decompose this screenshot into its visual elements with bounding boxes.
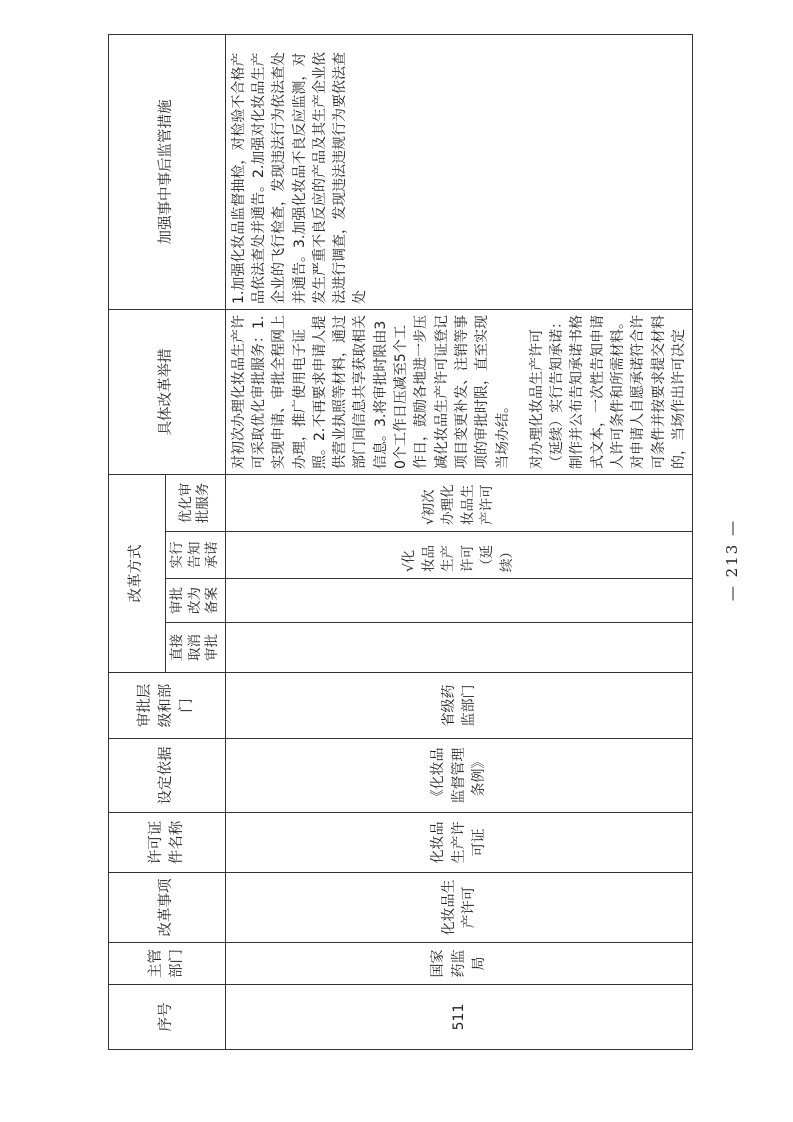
rotated-table-frame (108, 35, 687, 1050)
paragraph-gap (513, 315, 527, 469)
cell-basis: 《化妆品监督管理条例》 (225, 739, 693, 813)
cell-mode-optimize: √初次办理化妆品生产许可 (225, 475, 693, 532)
cell-license: 化妆品生产许可证 (225, 813, 693, 873)
header-mode-filing: 审批改为备案 (166, 579, 226, 623)
measures-paragraph-2: 对办理化妆品生产许可（延续）实行告知承诺：制作并公布告知承诺书格式文本，一次性告知申请人许可条件和所需材料。对申请人自愿承诺符合许可条件并按要求提交材料的，当场作出许可决定 (528, 315, 687, 469)
header-mode-notify: 实行告知承诺 (166, 532, 226, 579)
measures-paragraph-1: 对初次办理化妆品生产许可采取优化审批服务：1.实现申请、审批全程网上办理，推广使用电子证照。2.不再要求申请人提供营业执照等材料，通过部门间信息共享获取相关信息。3.将审批时限由30个工作日压减至5个工作日，鼓励各地进一步压减化妆品生产许可证登记项目变更补发、注销等事项的审批时限，直至实现当场办结。 (230, 315, 511, 469)
cell-dept: 国家药监局 (225, 943, 693, 985)
cell-mode-notify: √化妆品生产许可（延续） (225, 532, 693, 579)
header-measures: 具体改革举措 (109, 310, 226, 475)
cell-item: 化妆品生产许可 (225, 873, 693, 943)
header-dept: 主管部门 (109, 943, 226, 985)
header-mode: 改革方式 (109, 475, 166, 673)
page-number (712, 510, 752, 610)
reform-table (108, 34, 693, 1050)
header-supervision: 加强事中事后监管措施 (109, 35, 226, 310)
cell-seq: 511 (225, 985, 693, 1050)
header-item: 改革事项 (109, 873, 226, 943)
header-seq: 序号 (109, 985, 226, 1050)
cell-mode-direct (225, 623, 693, 673)
header-license: 许可证件名称 (109, 813, 226, 873)
header-level: 审批层级和部门 (109, 673, 226, 739)
header-mode-direct: 直接取消审批 (166, 623, 226, 673)
table-header-row (109, 35, 166, 1050)
page-number-text: — 213 — (723, 518, 742, 602)
header-basis: 设定依据 (109, 739, 226, 813)
cell-measures (225, 310, 693, 475)
cell-level: 省级药监部门 (225, 673, 693, 739)
cell-mode-filing (225, 579, 693, 623)
header-mode-optimize: 优化审批服务 (166, 475, 226, 532)
cell-supervision: 1.加强化妆品监督抽检，对检验不合格产品依法查处并通告。2.加强对化妆品生产企业的飞行检查，发现违法行为依法查处并通告。3.加强化妆品不良反应监测，对发生严重不良反应的产品及其生产企业依法进行调查，发现违法违规行为要依法查处 (225, 35, 693, 310)
table-row (225, 35, 693, 1050)
